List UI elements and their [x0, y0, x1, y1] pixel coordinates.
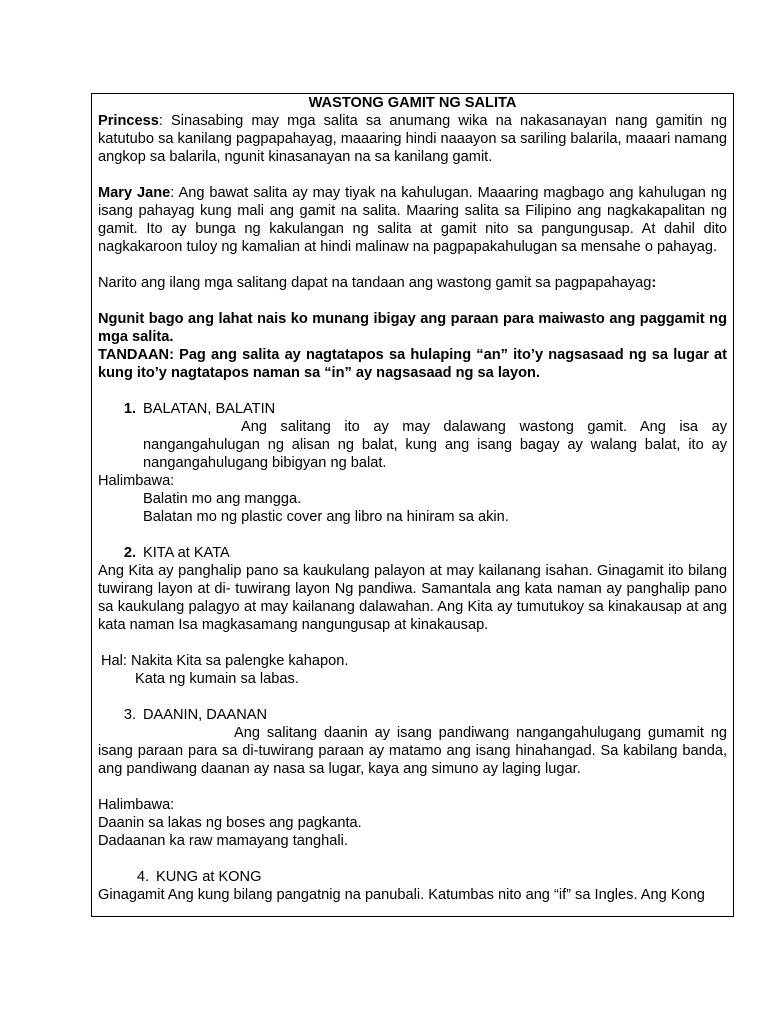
item-3-halimbawa-label: Halimbawa:: [98, 797, 175, 813]
list-number: 1.: [123, 401, 136, 417]
list-item-1: [98, 400, 727, 418]
item-3-description: [98, 724, 727, 778]
paragraph-text: : Ang bawat salita ay may tiyak na kahulugan. Maaaring magbago ang kahulugan ng isang pahayag kung mali ang gamit na salita. Maaring salita sa Filipino ang nagkakapalitan ng gamit. Ito ay bunga ng kakulangan ng salita at gamit nito sa pangungusap. At dahil dito nagkakaroon tuloy ng kamalian at hindi malinaw na pagpapakahulugan sa mensahe o pahayag.: [98, 185, 728, 255]
page-title: WASTONG GAMIT NG SALITA: [308, 95, 517, 111]
document-frame: [91, 93, 734, 917]
paragraph-text: : Sinasabing may mga salita sa anumang wika na nakasanayan nang gamitin ng katutubo sa kanilang pagpapahayag, maaaring hindi naaayon sa sariling balarila, maaari namang angkop sa balarila, ngunit kinasanayan na sa kanilang gamit.: [98, 113, 727, 165]
list-number: 3.: [123, 707, 136, 723]
item-1-description: [98, 418, 727, 472]
list-heading: KUNG at KONG: [156, 869, 262, 885]
description-text: Ang salitang daanin ay isang pandiwang nangangahulugang gumamit ng isang paraan para sa di-tuwirang paraan ay matamo ang isang hinahangad. Sa kabilang banda, ang pandiwang daanan ay nasa sa lugar, kaya ang simuno ay laging lugar.: [98, 725, 727, 777]
list-item-3: [98, 706, 727, 724]
item-4-description: Ginagamit Ang kung bilang pangatnig na panubali. Katumbas nito ang “if” sa Ingles. Ang Kong: [98, 887, 705, 903]
description-text: Ang salitang ito ay may dalawang wastong gamit. Ang isa ay nangangahulugan ng alisan ng balat, kung ang isang bagay ay walang balat, ito ay nangangahulugang bibigyan ng balat.: [143, 419, 727, 471]
paragraph-tandaan: TANDAAN: Pag ang salita ay nagtatapos sa hulaping “an” ito’y nagsasaad ng sa lugar at kung ito’y nagtatapos naman sa “in” ay nagsasaad ng sa layon.: [98, 347, 727, 381]
paragraph-princess: [98, 112, 727, 166]
list-number: 4.: [136, 869, 149, 885]
paragraph-ngunit: Ngunit bago ang lahat nais ko munang ibigay ang paraan para maiwasto ang paggamit ng mga salita.: [98, 311, 727, 345]
example-sentence: Dadaanan ka raw mamayang tanghali.: [98, 833, 348, 849]
document-content: [92, 94, 733, 904]
example-sentence: Balatan mo ng plastic cover ang libro na hiniram sa akin.: [143, 509, 509, 525]
speaker-name: Mary Jane: [98, 185, 171, 201]
speaker-name: Princess: [98, 113, 159, 129]
paragraph-colon: :: [651, 275, 657, 291]
item-1-halimbawa-label: Halimbawa:: [98, 473, 175, 489]
list-heading: BALATAN, BALATIN: [143, 401, 276, 417]
list-item-2: [98, 544, 727, 562]
item-2-example-2: Kata ng kumain sa labas.: [135, 671, 299, 687]
item-2-example-1: Hal: Nakita Kita sa palengke kahapon.: [101, 653, 349, 669]
paragraph-text: Narito ang ilang mga salitang dapat na tandaan ang wastong gamit sa pagpapahayag: [98, 275, 652, 291]
list-number: 2.: [123, 545, 136, 561]
example-sentence: Daanin sa lakas ng boses ang pagkanta.: [98, 815, 362, 831]
paragraph-mary-jane: [98, 184, 727, 256]
example-sentence: Balatin mo ang mangga.: [143, 491, 302, 507]
paragraph-narito: [98, 274, 727, 292]
list-heading: KITA at KATA: [143, 545, 230, 561]
list-item-4: [98, 868, 727, 886]
list-heading: DAANIN, DAANAN: [143, 707, 268, 723]
item-2-description: Ang Kita ay panghalip pano sa kaukulang palayon at may kailanang isahan. Ginagamit ito bilang tuwirang layon at di- tuwirang layon Ng pandiwa. Samantala ang kata naman ay panghalip pano sa kaukulang palagyo at may kailanang dalawahan. Ang Kita ay tumutukoy sa kinakausap at ang kata naman Isa magkasamang nangungusap at kinakausap.: [98, 563, 727, 633]
